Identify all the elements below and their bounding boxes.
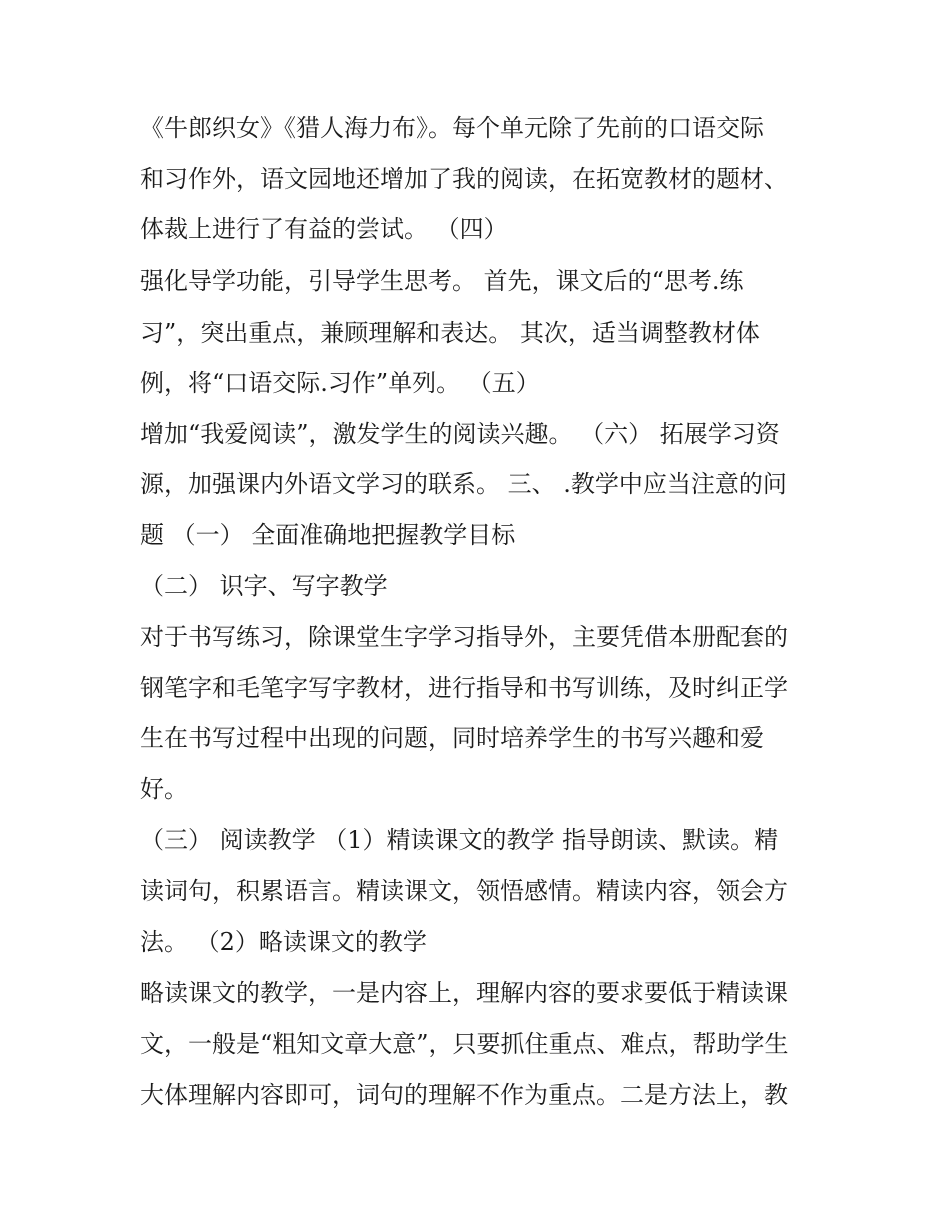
text-line: 大体理解内容即可，词句的理解不作为重点。二是方法上，教	[140, 1081, 788, 1109]
text-line: （二） 识字、写字教学	[140, 572, 388, 600]
text-line: 和习作外，语文园地还增加了我的阅读，在拓宽教材的题材、	[140, 165, 788, 193]
text-line: 强化导学功能，引导学生思考。 首先，课文后的“思考.练	[140, 267, 744, 295]
text-line: 法。 （2）略读课文的教学	[140, 928, 427, 956]
text-line: 习”，突出重点，兼顾理解和表达。 其次，适当调整教材体	[140, 319, 760, 347]
text-line: （三） 阅读教学 （1）精读课文的教学 指导朗读、默读。精	[140, 826, 779, 854]
text-line: 例，将“口语交际.习作”单列。 （五）	[140, 369, 540, 397]
text-line: 生在书写过程中出现的问题，同时培养学生的书写兴趣和爱	[140, 724, 764, 752]
text-line: 增加“我爱阅读”，激发学生的阅读兴趣。 （六） 拓展学习资	[140, 420, 780, 448]
text-line: 体裁上进行了有益的尝试。 （四）	[140, 215, 508, 243]
text-line: 读词句，积累语言。精读课文，领悟感情。精读内容，领会方	[140, 877, 788, 905]
text-line: 源，加强课内外语文学习的联系。 三、 .教学中应当注意的问	[140, 470, 787, 498]
text-line: 《牛郎织女》《猎人海力布》。每个单元除了先前的口语交际	[140, 114, 764, 142]
text-line: 好。	[140, 775, 188, 803]
text-line: 题 （一） 全面准确地把握教学目标	[140, 521, 516, 549]
text-line: 略读课文的教学，一是内容上，理解内容的要求要低于精读课	[140, 979, 788, 1007]
text-line: 对于书写练习，除课堂生字学习指导外，主要凭借本册配套的	[140, 623, 788, 651]
text-line: 钢笔字和毛笔字写字教材，进行指导和书写训练，及时纠正学	[140, 674, 788, 702]
text-line: 文，一般是“粗知文章大意”，只要抓住重点、难点，帮助学生	[140, 1030, 789, 1058]
